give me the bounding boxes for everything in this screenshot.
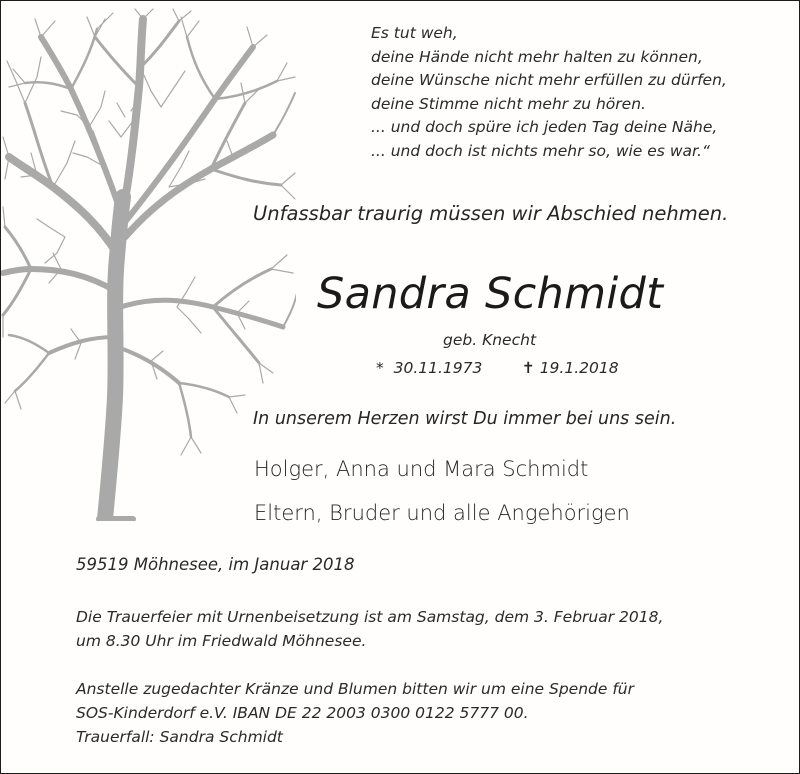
deceased-name: Sandra Schmidt [317,269,664,319]
poem [371,22,727,164]
family-line: Eltern, Bruder und alle Angehörigen [254,501,630,525]
birth-date: * 30.11.1973 [376,359,483,377]
poem-line: ... und doch spüre ich jeden Tag deine Nähe, [371,118,718,137]
poem-line: ... und doch ist nichts mehr so, wie es war.“ [371,141,710,160]
born-name: geb. Knecht [443,331,537,349]
family-line: Holger, Anna und Mara Schmidt [254,457,589,481]
ceremony-info [76,605,663,653]
donation-info [76,677,634,749]
ceremony-line: Die Trauerfeier mit Urnenbeisetzung ist am Samstag, dem 3. Februar 2018, [76,608,664,626]
donation-line: SOS-Kinderdorf e.V. IBAN DE 22 2003 0300 0122 5777 00. [76,704,529,722]
death-date: ✝ 19.1.2018 [521,359,619,377]
place-date: 59519 Möhnesee, im Januar 2018 [76,555,355,574]
poem-line: deine Wünsche nicht mehr erfüllen zu dürfen, [371,71,727,90]
poem-line: Es tut weh, [371,24,458,42]
poem-line: deine Stimme nicht mehr zu hören. [371,94,646,113]
intro-line: Unfassbar traurig müssen wir Abschied nehmen. [253,202,729,225]
poem-line: deine Hände nicht mehr halten zu können, [371,47,703,66]
donation-line: Anstelle zugedachter Kränze und Blumen bitten wir um eine Spende für [76,680,634,698]
ceremony-line: um 8.30 Uhr im Friedwald Möhnesee. [76,632,367,650]
bare-tree-icon [1,7,296,521]
memorial-line: In unserem Herzen wirst Du immer bei uns sein. [253,409,677,429]
donation-line: Trauerfall: Sandra Schmidt [76,728,283,746]
life-dates [376,359,619,377]
